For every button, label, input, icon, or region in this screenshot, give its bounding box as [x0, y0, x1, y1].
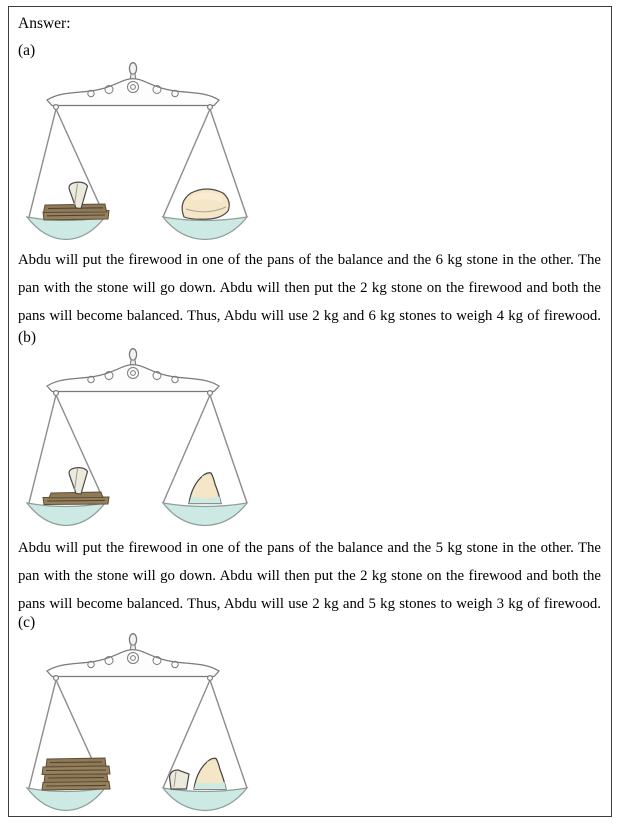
answer-sheet — [8, 6, 612, 817]
fin-stone-icon — [194, 758, 226, 789]
text-line: pan with the stone will go down. Abdu will then put the 2 kg stone on the firewood and both the — [18, 280, 601, 296]
balance-scale-figure-a — [21, 60, 253, 244]
text-line: pan with the stone will go down. Abdu will then put the 2 kg stone on the firewood and both the — [18, 568, 601, 584]
fin-stone-icon — [189, 473, 221, 504]
explanation-a — [18, 246, 601, 330]
explanation-b — [18, 534, 601, 618]
text-line: pans will become balanced. Thus, Abdu will use 2 kg and 5 kg stones to weigh 3 kg of firewood. — [18, 596, 601, 612]
text-line: Abdu will put the firewood in one of the pans of the balance and the 6 kg stone in the other. The — [18, 252, 601, 268]
part-label-b: (b) — [18, 329, 37, 346]
large-stone-icon — [182, 189, 229, 219]
text-line: Abdu will put the firewood in one of the pans of the balance and the 5 kg stone in the other. The — [18, 540, 601, 556]
balance-scale-figure-b — [21, 346, 253, 530]
text-line: pans will become balanced. Thus, Abdu will use 2 kg and 6 kg stones to weigh 4 kg of firewood. — [18, 308, 601, 324]
part-label-c: (c) — [18, 614, 36, 631]
answer-heading: Answer: — [18, 15, 71, 32]
balance-scale-figure-c — [21, 631, 253, 815]
firewood-icon — [42, 758, 110, 790]
part-label-a: (a) — [18, 42, 36, 59]
small-stone-icon — [69, 468, 87, 494]
small-stone-icon — [170, 770, 190, 789]
